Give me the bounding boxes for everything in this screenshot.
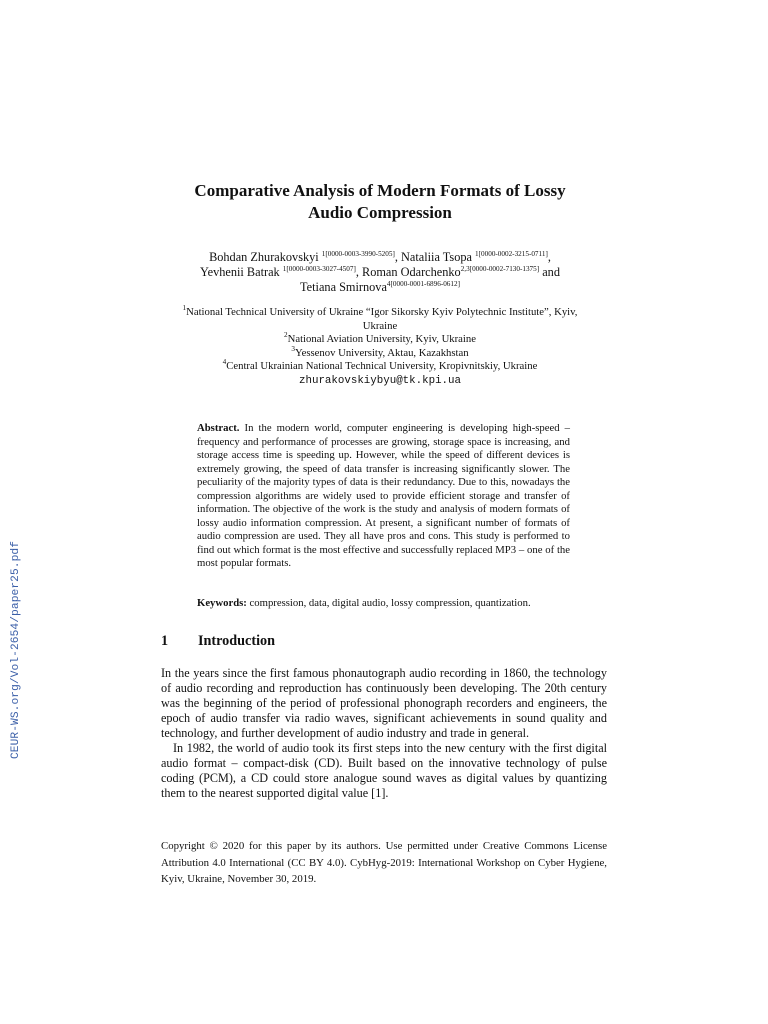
sidebar-link-text[interactable]: CEUR-WS.org/Vol-2654/paper25.pdf [10, 540, 22, 760]
section-number: 1 [161, 633, 169, 649]
keywords [197, 597, 570, 611]
keywords-label: Keywords: [197, 597, 247, 609]
affiliation-item [140, 344, 620, 361]
author-name: Nataliia Tsopa [401, 250, 472, 264]
abstract [197, 422, 570, 571]
section-title: Introduction [198, 633, 275, 649]
keywords-text: compression, data, digital audio, lossy compression, quantization. [249, 597, 531, 609]
affiliation-number: 2 [284, 331, 288, 340]
body-paragraph: In the years since the first famous phonautograph audio recording in 1860, the technology of audio recording and reproduction has continuously been developing. The 20th century was the beginning of the period of professional phonograph recorders and engineers, the epoch of audio transfer via radio waves, significant achievements in sound quality and technology, and further development of audio industry and trade in general. [161, 666, 607, 740]
author-name: Yevhenii Batrak [200, 265, 280, 279]
author-orcid: 1[0000-0003-3027-4507] [282, 265, 356, 273]
author-name: Roman Odarchenko [362, 265, 461, 279]
author-orcid: 4[0000-0001-6896-0612] [386, 280, 460, 288]
author-email[interactable] [140, 374, 620, 389]
author-orcid: 1[0000-0002-3215-0711] [475, 250, 548, 258]
email-text[interactable]: zhurakovskiybyu@tk.kpi.ua [299, 374, 461, 387]
author-line-1: Bohdan Zhurakovskyi $^{1[0000-0003-3990-5205]}$, Nataliia Tsopa $^{1[0000-0002-3215-0711]}$, [209, 250, 551, 264]
author-line-3 [140, 280, 620, 295]
copyright-notice: Copyright © 2020 for this paper by its authors. Use permitted under Creative Commons License Attribution 4.0 International (CC BY 4.0). CybHyg-2019: International Workshop on Cyber Hygiene, Kyiv, Ukraine, November 30, 2019. [161, 840, 607, 885]
sidebar-source-link[interactable] [6, 535, 26, 765]
affiliation-number: 3 [291, 344, 295, 353]
affiliation-item [140, 306, 620, 333]
abstract-label: Abstract. [197, 422, 240, 434]
affiliation-number: 1 [182, 304, 187, 312]
affiliation-text: Yessenov University, Aktau, Kazakhstan [294, 346, 469, 359]
title-line-1: Comparative Analysis of Modern Formats of Lossy [194, 181, 566, 200]
body-paragraph: In 1982, the world of audio took its first steps into the new century with the first digital audio format – compact-disk (CD). Built based on the innovative technology of pulse coding (PCM), a CD could store analogue sound waves as digital values by quantizing them to the nearest supported digital value [1]. [161, 741, 607, 800]
affiliation-text: National Aviation University, Kyiv, Ukraine [287, 333, 476, 346]
author-list [140, 250, 620, 295]
section-body [161, 666, 607, 801]
author-orcid: 2,3[0000-0002-7130-1375] [460, 265, 540, 273]
affiliation-text: Central Ukrainian National Technical University, Kropivnitskiy, Ukraine [226, 360, 538, 373]
affiliation-number: 4 [222, 358, 227, 367]
author-orcid: 1[0000-0003-3990-5205] [321, 250, 395, 258]
author-name: Tetiana Smirnova [300, 280, 387, 294]
title-line-2: Audio Compression [308, 203, 452, 222]
author-conjunction: and [542, 265, 560, 279]
author-line-2: Yevhenii Batrak $^{1[0000-0003-3027-4507]}$, Roman Odarchenko$^{2,3[0000-0002-7130-1375]}$ and [200, 265, 560, 279]
affiliation-text: National Technical University of Ukraine “Igor Sikorsky Kyiv Polytechnic Institute”, Kyiv, Ukraine [186, 306, 578, 332]
paper-title [160, 180, 600, 224]
abstract-text: In the modern world, computer engineering is developing high-speed – frequency and performance of processes are growing, storage space is increasing, and storage access time is speeding up. However, while the speed of different devices is extremely growing, the speed of data transfer is increasing significantly slower. The peculiarity of the majority types of data is their redundancy. Due to this, nowadays the compression algorithms are widely used to provide efficient storage and transfer of information. The objective of the work is the study and analysis of modern formats of lossy audio information compression. At present, a significant number of formats of audio compression are used. They all have pros and cons. This study is performed to find out which format is the most effective and successfully replaced MP3 – one of the most popular formats. [197, 422, 571, 569]
affiliation-item [140, 333, 620, 347]
author-name: Bohdan Zhurakovskyi [209, 250, 319, 264]
affiliation-item [140, 360, 620, 374]
affiliation-list [140, 306, 620, 389]
